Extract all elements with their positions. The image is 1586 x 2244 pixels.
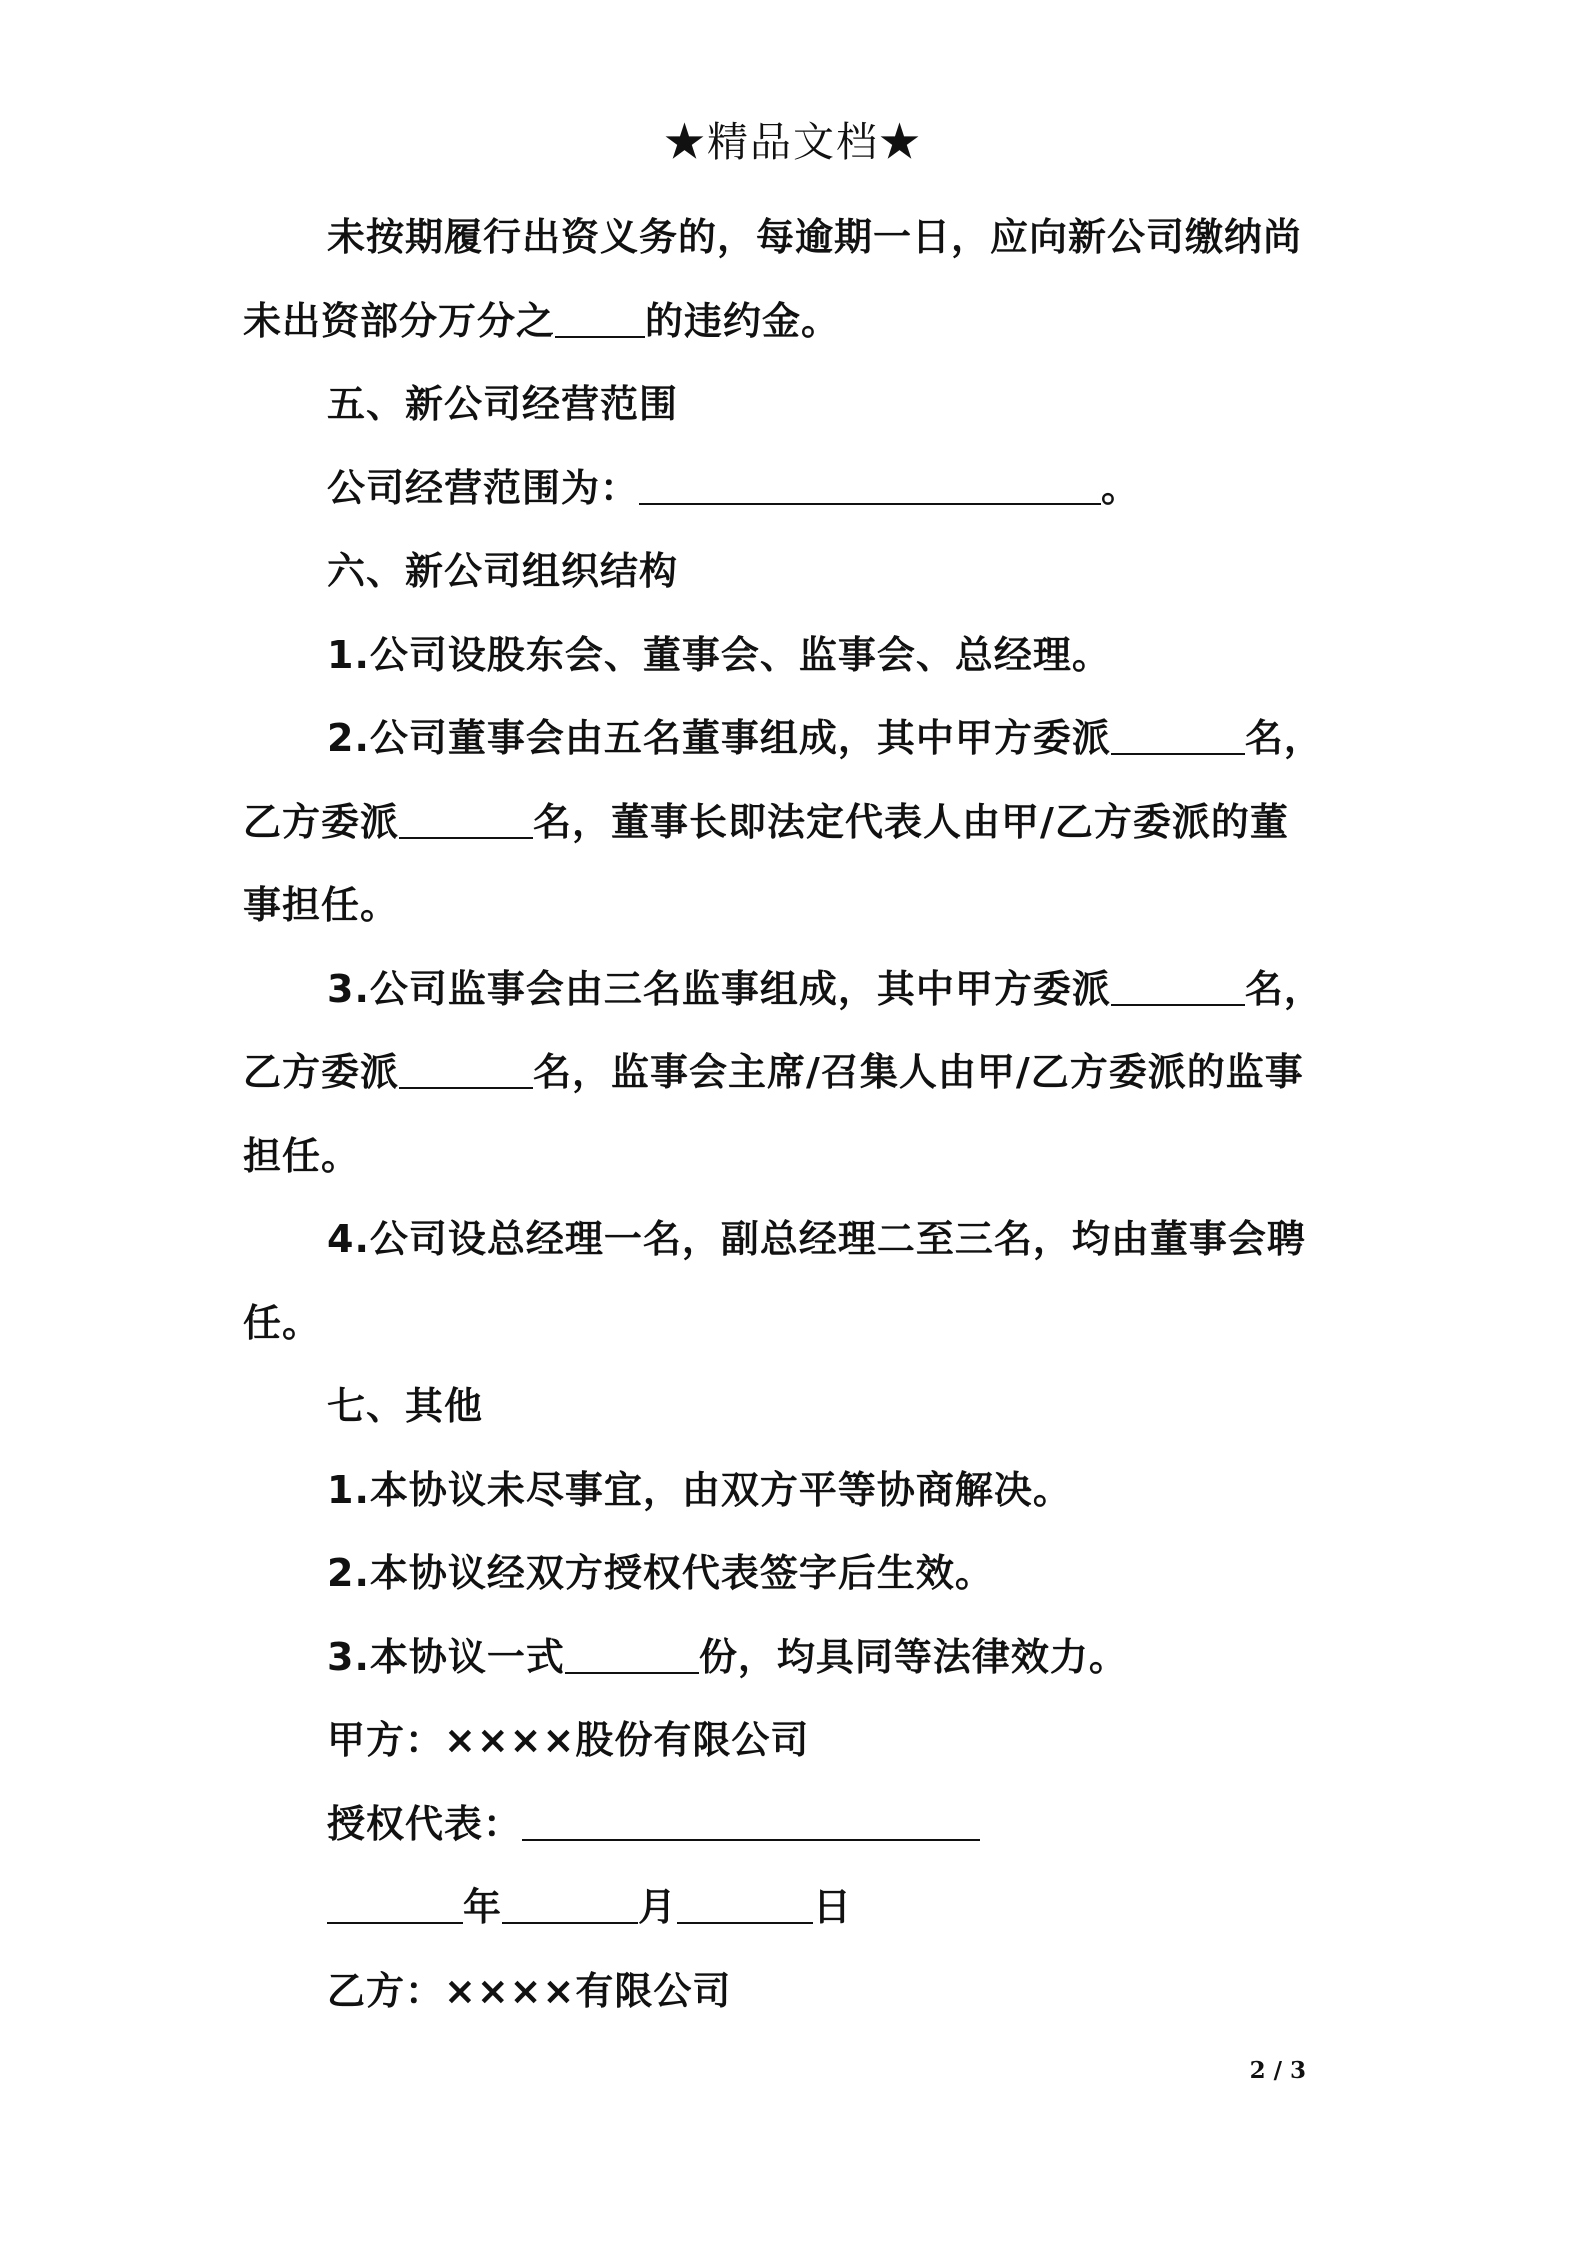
day-blank xyxy=(677,1878,813,1924)
fill-in-blank xyxy=(399,793,533,839)
paragraph-line xyxy=(243,781,1353,865)
text: 未出资部分万分之 xyxy=(243,298,556,343)
text: 份，均具同等法律效力。 xyxy=(698,1634,1128,1679)
text: 名，监事会主席/召集人由甲/乙方委派的监事 xyxy=(533,1050,1304,1094)
page-number: 2 / 3 xyxy=(1249,2057,1306,2084)
text: 2.本协议经双方授权代表签字后生效。 xyxy=(327,1551,994,1595)
text: 授权代表： xyxy=(327,1801,523,1846)
fill-in-blank xyxy=(1111,709,1245,755)
paragraph-line xyxy=(243,1449,1353,1533)
text: 名，董事长即法定代表人由甲/乙方委派的董 xyxy=(533,799,1289,844)
text: 事担任。 xyxy=(243,883,400,927)
paragraph-line xyxy=(243,1115,1353,1199)
text: 1.本协议未尽事宜，由双方平等协商解决。 xyxy=(327,1467,1072,1512)
text: 1.公司设股东会、董事会、监事会、总经理。 xyxy=(327,632,1111,677)
year-label: 年 xyxy=(463,1885,503,1929)
party-b-line xyxy=(243,1950,1353,2034)
text: 的违约金。 xyxy=(645,298,841,343)
text: 3.本协议一式 xyxy=(327,1634,565,1679)
section-heading-business-scope xyxy=(243,363,1353,447)
document-body xyxy=(243,196,1353,2033)
paragraph-line xyxy=(243,1198,1353,1282)
paragraph-line xyxy=(243,864,1353,948)
paragraph-line xyxy=(243,447,1353,531)
text: 五、新公司经营范围 xyxy=(327,382,679,426)
text: 乙方委派 xyxy=(243,799,400,844)
text: 公司经营范围为： xyxy=(327,465,640,510)
paragraph-line xyxy=(243,1532,1353,1616)
paragraph-line xyxy=(243,1282,1353,1366)
month-blank xyxy=(502,1878,638,1924)
paragraph-line xyxy=(243,196,1353,280)
text: 2.公司董事会由五名董事组成，其中甲方委派 xyxy=(327,716,1111,760)
fill-in-blank xyxy=(555,292,645,338)
party-a-line xyxy=(243,1699,1353,1783)
fill-in-blank xyxy=(399,1043,533,1089)
fill-in-blank xyxy=(1111,960,1245,1006)
month-label: 月 xyxy=(638,1885,678,1929)
text: 七、其他 xyxy=(327,1384,484,1428)
paragraph-line xyxy=(243,614,1353,698)
signature-line xyxy=(243,1783,1353,1867)
text: 任。 xyxy=(243,1300,322,1345)
text: 名， xyxy=(1244,966,1323,1011)
paragraph-line xyxy=(243,697,1353,781)
text: 。 xyxy=(1101,465,1141,510)
text: 名， xyxy=(1244,716,1323,760)
date-line xyxy=(243,1866,1353,1950)
text: 乙方：××××有限公司 xyxy=(327,1968,732,2013)
text: 担任。 xyxy=(243,1133,361,1178)
text: 4.公司设总经理一名，副总经理二至三名，均由董事会聘 xyxy=(327,1217,1306,1261)
year-blank xyxy=(327,1878,463,1924)
text: 未按期履行出资义务的，每逾期一日，应向新公司缴纳尚 xyxy=(327,215,1303,259)
text: 乙方委派 xyxy=(243,1050,400,1094)
day-label: 日 xyxy=(813,1885,853,1929)
paragraph-line xyxy=(243,280,1353,364)
fill-in-blank xyxy=(639,459,1101,505)
page-header-title: ★精品文档★ xyxy=(664,118,922,166)
fill-in-blank xyxy=(565,1628,699,1674)
paragraph-line xyxy=(243,1616,1353,1700)
text: 3.公司监事会由三名监事组成，其中甲方委派 xyxy=(327,966,1111,1011)
section-heading-organization xyxy=(243,530,1353,614)
paragraph-line xyxy=(243,1031,1353,1115)
text: 甲方：××××股份有限公司 xyxy=(327,1718,810,1762)
section-heading-other xyxy=(243,1365,1353,1449)
text: 六、新公司组织结构 xyxy=(327,549,679,593)
signature-blank xyxy=(522,1795,980,1841)
paragraph-line xyxy=(243,948,1353,1032)
